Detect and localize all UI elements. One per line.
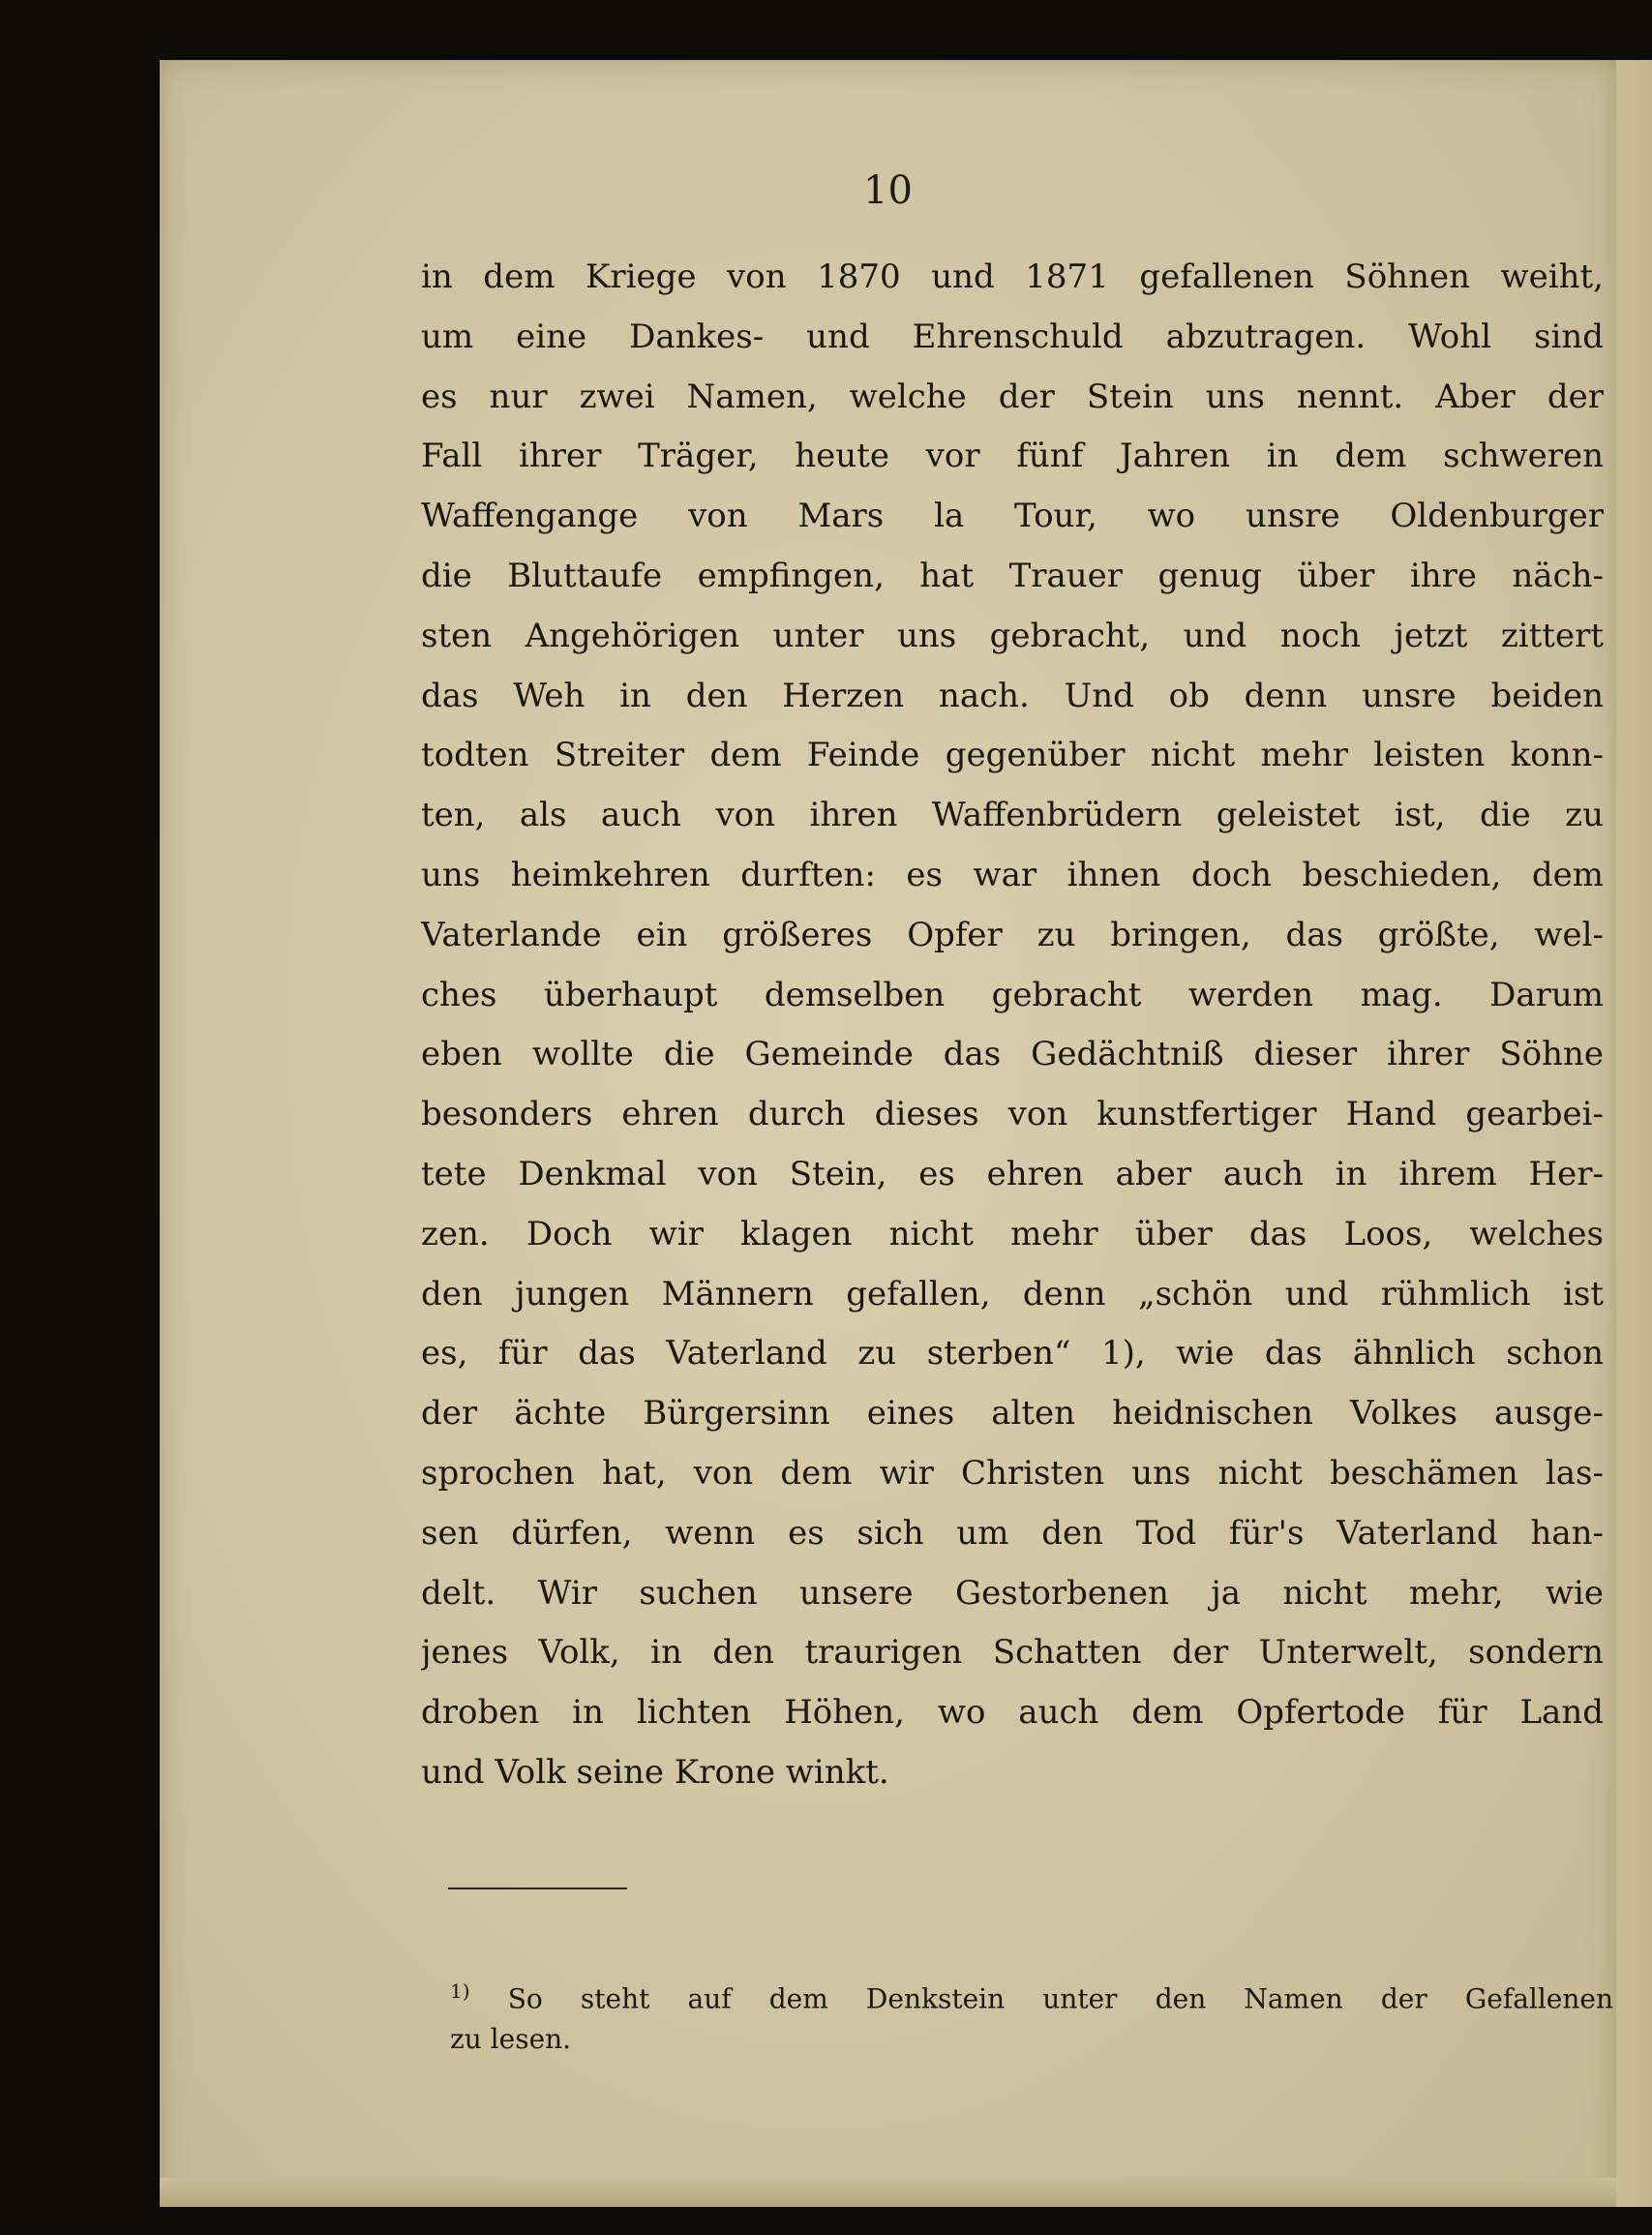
footnote-divider <box>448 1888 627 1889</box>
text-line: den jungen Männern gefallen, denn „schön und rühmlich ist <box>421 1274 1604 1314</box>
footnote-text: So steht auf dem Denkstein unter den Namen der Gefallenen <box>507 1982 1613 2015</box>
footnote <box>450 1967 1613 2064</box>
book-page <box>160 60 1616 2207</box>
text-line: Vaterlande ein größeres Opfer zu bringen, das größte, wel- <box>421 915 1604 954</box>
footnote-line <box>450 1967 1613 2015</box>
text-line: das Weh in den Herzen nach. Und ob denn unsre beiden <box>421 676 1604 715</box>
text-line: sen dürfen, wenn es sich um den Tod für's Vaterland han- <box>421 1513 1604 1553</box>
text-line: und Volk seine Krone winkt. <box>421 1752 889 1792</box>
page-number: 10 <box>863 168 913 213</box>
text-line: sten Angehörigen unter uns gebracht, und noch jetzt zittert <box>421 616 1604 655</box>
text-line: uns heimkehren durften: es war ihnen doch beschieden, dem <box>421 855 1604 894</box>
text-line: die Bluttaufe empfingen, hat Trauer genug über ihre näch- <box>421 556 1604 595</box>
text-line: um eine Dankes- und Ehrenschuld abzutragen. Wohl sind <box>421 317 1604 356</box>
text-line: in dem Kriege von 1870 und 1871 gefallenen Söhnen weiht, <box>421 257 1604 296</box>
text-line: droben in lichten Höhen, wo auch dem Opfertode für Land <box>421 1693 1604 1733</box>
text-line: der ächte Bürgersinn eines alten heidnischen Volkes ausge- <box>421 1394 1604 1434</box>
text-line: es nur zwei Namen, welche der Stein uns nennt. Aber der <box>421 377 1604 416</box>
footnote-line: zu lesen. <box>450 2023 572 2055</box>
text-line: es, für das Vaterland zu sterben“ 1), wie das ähnlich schon <box>421 1334 1604 1374</box>
text-line: todten Streiter dem Feinde gegenüber nicht mehr leisten konn- <box>421 736 1604 775</box>
text-line: eben wollte die Gemeinde das Gedächtniß dieser ihrer Söhne <box>421 1035 1604 1074</box>
text-line: Waffengange von Mars la Tour, wo unsre Oldenburger <box>421 497 1604 536</box>
text-line: jenes Volk, in den traurigen Schatten der Unterwelt, sondern <box>421 1633 1604 1673</box>
page-bottom-edge <box>160 2178 1616 2207</box>
text-line: zen. Doch wir klagen nicht mehr über das Loos, welches <box>421 1214 1604 1253</box>
text-line: tete Denkmal von Stein, es ehren aber auch in ihrem Her- <box>421 1154 1604 1193</box>
text-line: besonders ehren durch dieses von kunstfertiger Hand gearbei- <box>421 1095 1604 1134</box>
footnote-marker: 1) <box>450 1979 470 2003</box>
text-line: sprochen hat, von dem wir Christen uns nicht beschämen las- <box>421 1453 1604 1493</box>
text-line: delt. Wir suchen unsere Gestorbenen ja nicht mehr, wie <box>421 1573 1604 1613</box>
body-text <box>421 248 1604 1803</box>
text-line: ten, als auch von ihren Waffenbrüdern geleistet ist, die zu <box>421 796 1604 835</box>
text-line: ches überhaupt demselben gebracht werden mag. Darum <box>421 975 1604 1014</box>
text-line: Fall ihrer Träger, heute vor fünf Jahren in dem schweren <box>421 437 1604 476</box>
